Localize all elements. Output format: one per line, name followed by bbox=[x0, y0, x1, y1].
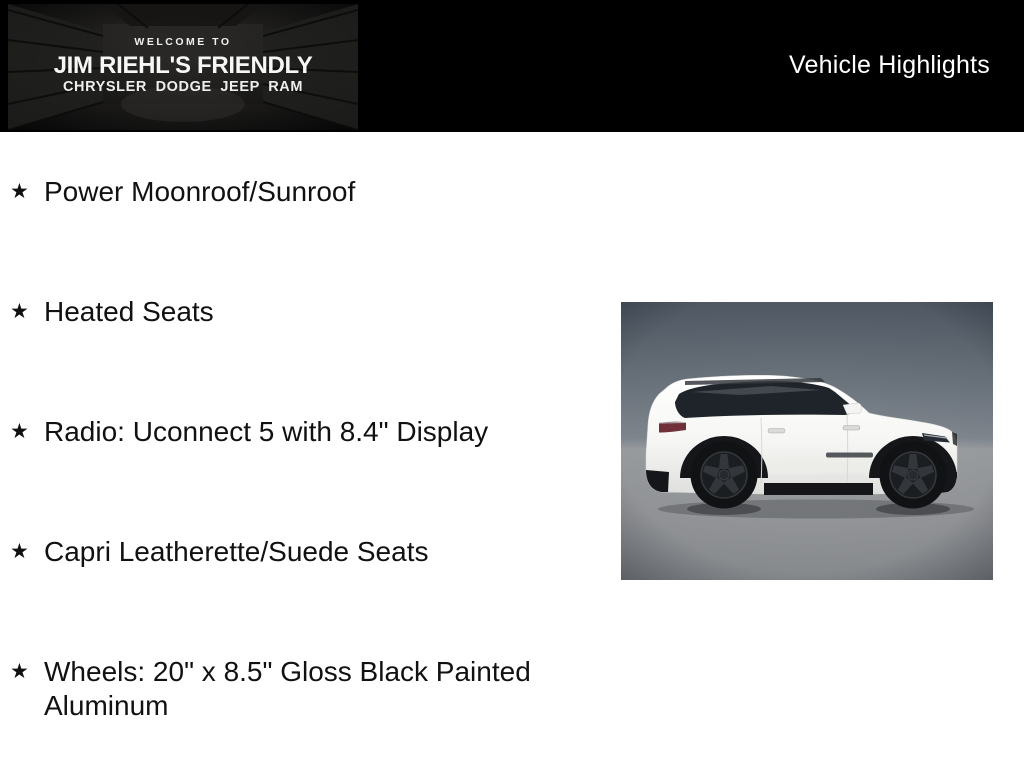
highlight-item-text: Heated Seats bbox=[44, 296, 214, 327]
page-title: Vehicle Highlights bbox=[789, 50, 990, 79]
model-badge bbox=[826, 453, 873, 458]
header-bar bbox=[0, 0, 1024, 132]
dealership-logo bbox=[8, 4, 358, 130]
rear-door-handle bbox=[768, 429, 785, 434]
star-bullet-icon: ★ bbox=[10, 420, 29, 443]
vehicle-highlights-list bbox=[10, 175, 600, 723]
rear-wheel bbox=[691, 442, 758, 509]
taillight-chrome bbox=[659, 423, 686, 424]
vehicle-photo bbox=[621, 302, 993, 580]
vehicle-photo-graphic bbox=[621, 302, 993, 580]
logo-dealer-name: JIM RIEHL'S FRIENDLY bbox=[53, 52, 313, 79]
star-bullet-icon: ★ bbox=[10, 660, 29, 683]
highlight-item bbox=[10, 175, 600, 209]
front-door-handle bbox=[843, 426, 860, 431]
highlight-item-text: Capri Leatherette/Suede Seats bbox=[44, 536, 429, 567]
star-bullet-icon: ★ bbox=[10, 180, 29, 203]
highlight-item-text: Radio: Uconnect 5 with 8.4" Display bbox=[44, 416, 489, 447]
highlight-item-text: Wheels: 20" x 8.5" Gloss Black Painted Aluminum bbox=[44, 656, 531, 721]
rocker-panel bbox=[764, 483, 873, 495]
star-bullet-icon: ★ bbox=[10, 540, 29, 563]
highlight-item bbox=[10, 535, 600, 569]
highlight-item bbox=[10, 655, 600, 723]
star-bullet-icon: ★ bbox=[10, 300, 29, 323]
logo-brands-text: CHRYSLER DODGE JEEP RAM bbox=[62, 79, 304, 95]
front-wheel bbox=[880, 442, 947, 509]
highlight-item bbox=[10, 295, 600, 329]
logo-welcome-text: WELCOME TO bbox=[134, 36, 232, 48]
highlight-item bbox=[10, 415, 600, 449]
highlight-item-text: Power Moonroof/Sunroof bbox=[44, 176, 356, 207]
